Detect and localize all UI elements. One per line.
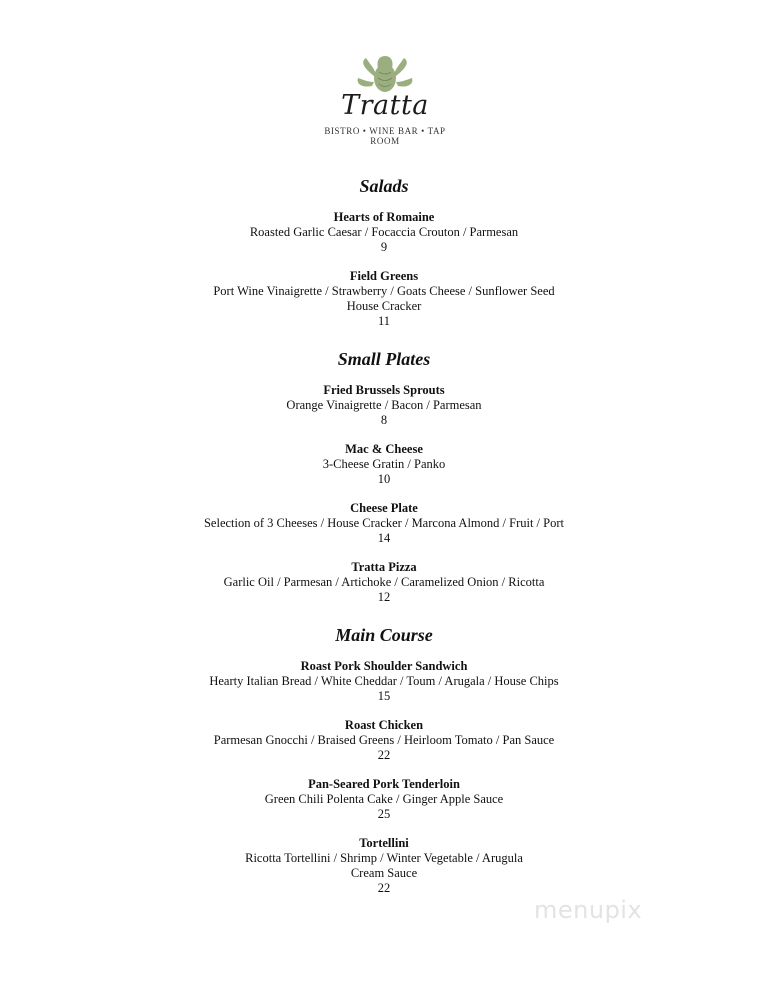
item-price: 8 <box>380 413 388 427</box>
restaurant-logo <box>310 56 460 146</box>
section-title: Small Plates <box>337 349 431 369</box>
item-description: Orange Vinaigrette / Bacon / Parmesan <box>286 398 482 412</box>
item-price: 22 <box>377 881 391 895</box>
menu-item <box>0 383 768 428</box>
item-name: Hearts of Romaine <box>333 210 435 224</box>
menu-item <box>0 836 768 896</box>
menu-item <box>0 501 768 546</box>
menu-item <box>0 560 768 605</box>
item-price: 10 <box>377 472 391 486</box>
menu-items <box>0 383 768 605</box>
watermark: menupix <box>534 896 643 924</box>
menu-section <box>0 174 768 329</box>
item-name: Tratta Pizza <box>351 560 417 574</box>
item-name: Roast Pork Shoulder Sandwich <box>300 659 468 673</box>
menu-item <box>0 269 768 329</box>
menu-items <box>0 659 768 896</box>
item-name: Mac & Cheese <box>345 442 423 456</box>
item-price: 9 <box>380 240 388 254</box>
item-price: 22 <box>377 748 391 762</box>
item-name: Pan-Seared Pork Tenderloin <box>308 777 460 791</box>
item-description: Garlic Oil / Parmesan / Artichoke / Caramelized Onion / Ricotta <box>223 575 545 589</box>
brand-name: Tratta <box>341 90 429 121</box>
item-description: Parmesan Gnocchi / Braised Greens / Heirloom Tomato / Pan Sauce <box>213 733 555 747</box>
item-price: 25 <box>377 807 391 821</box>
item-name: Tortellini <box>359 836 409 850</box>
item-description: Cream Sauce <box>350 866 418 880</box>
item-description: Roasted Garlic Caesar / Focaccia Crouton / Parmesan <box>249 225 519 239</box>
item-price: 14 <box>377 531 391 545</box>
menu-item <box>0 442 768 487</box>
section-title: Salads <box>359 176 409 196</box>
item-description: House Cracker <box>346 299 422 313</box>
item-description: Green Chili Polenta Cake / Ginger Apple Sauce <box>264 792 504 806</box>
item-description: Selection of 3 Cheeses / House Cracker / Marcona Almond / Fruit / Port <box>203 516 564 530</box>
item-name: Roast Chicken <box>344 718 424 732</box>
menu-item <box>0 777 768 822</box>
item-description: 3-Cheese Gratin / Panko <box>322 457 446 471</box>
menu-section <box>0 623 768 896</box>
item-price: 15 <box>377 689 391 703</box>
item-name: Fried Brussels Sprouts <box>323 383 445 397</box>
section-title: Main Course <box>335 625 433 645</box>
menu-section <box>0 347 768 605</box>
menu-item <box>0 659 768 704</box>
item-description: Port Wine Vinaigrette / Strawberry / Goats Cheese / Sunflower Seed <box>213 284 555 298</box>
menu-items <box>0 210 768 329</box>
item-name: Field Greens <box>349 269 419 283</box>
item-price: 12 <box>377 590 391 604</box>
menu-item <box>0 718 768 763</box>
menu-content <box>0 174 768 896</box>
item-description: Ricotta Tortellini / Shrimp / Winter Vegetable / Arugula <box>245 851 523 865</box>
item-price: 11 <box>377 314 391 328</box>
item-description: Hearty Italian Bread / White Cheddar / Toum / Arugala / House Chips <box>209 674 559 688</box>
brand-tagline: BISTRO • WINE BAR • TAP ROOM <box>324 126 446 146</box>
menu-item <box>0 210 768 255</box>
item-name: Cheese Plate <box>350 501 418 515</box>
